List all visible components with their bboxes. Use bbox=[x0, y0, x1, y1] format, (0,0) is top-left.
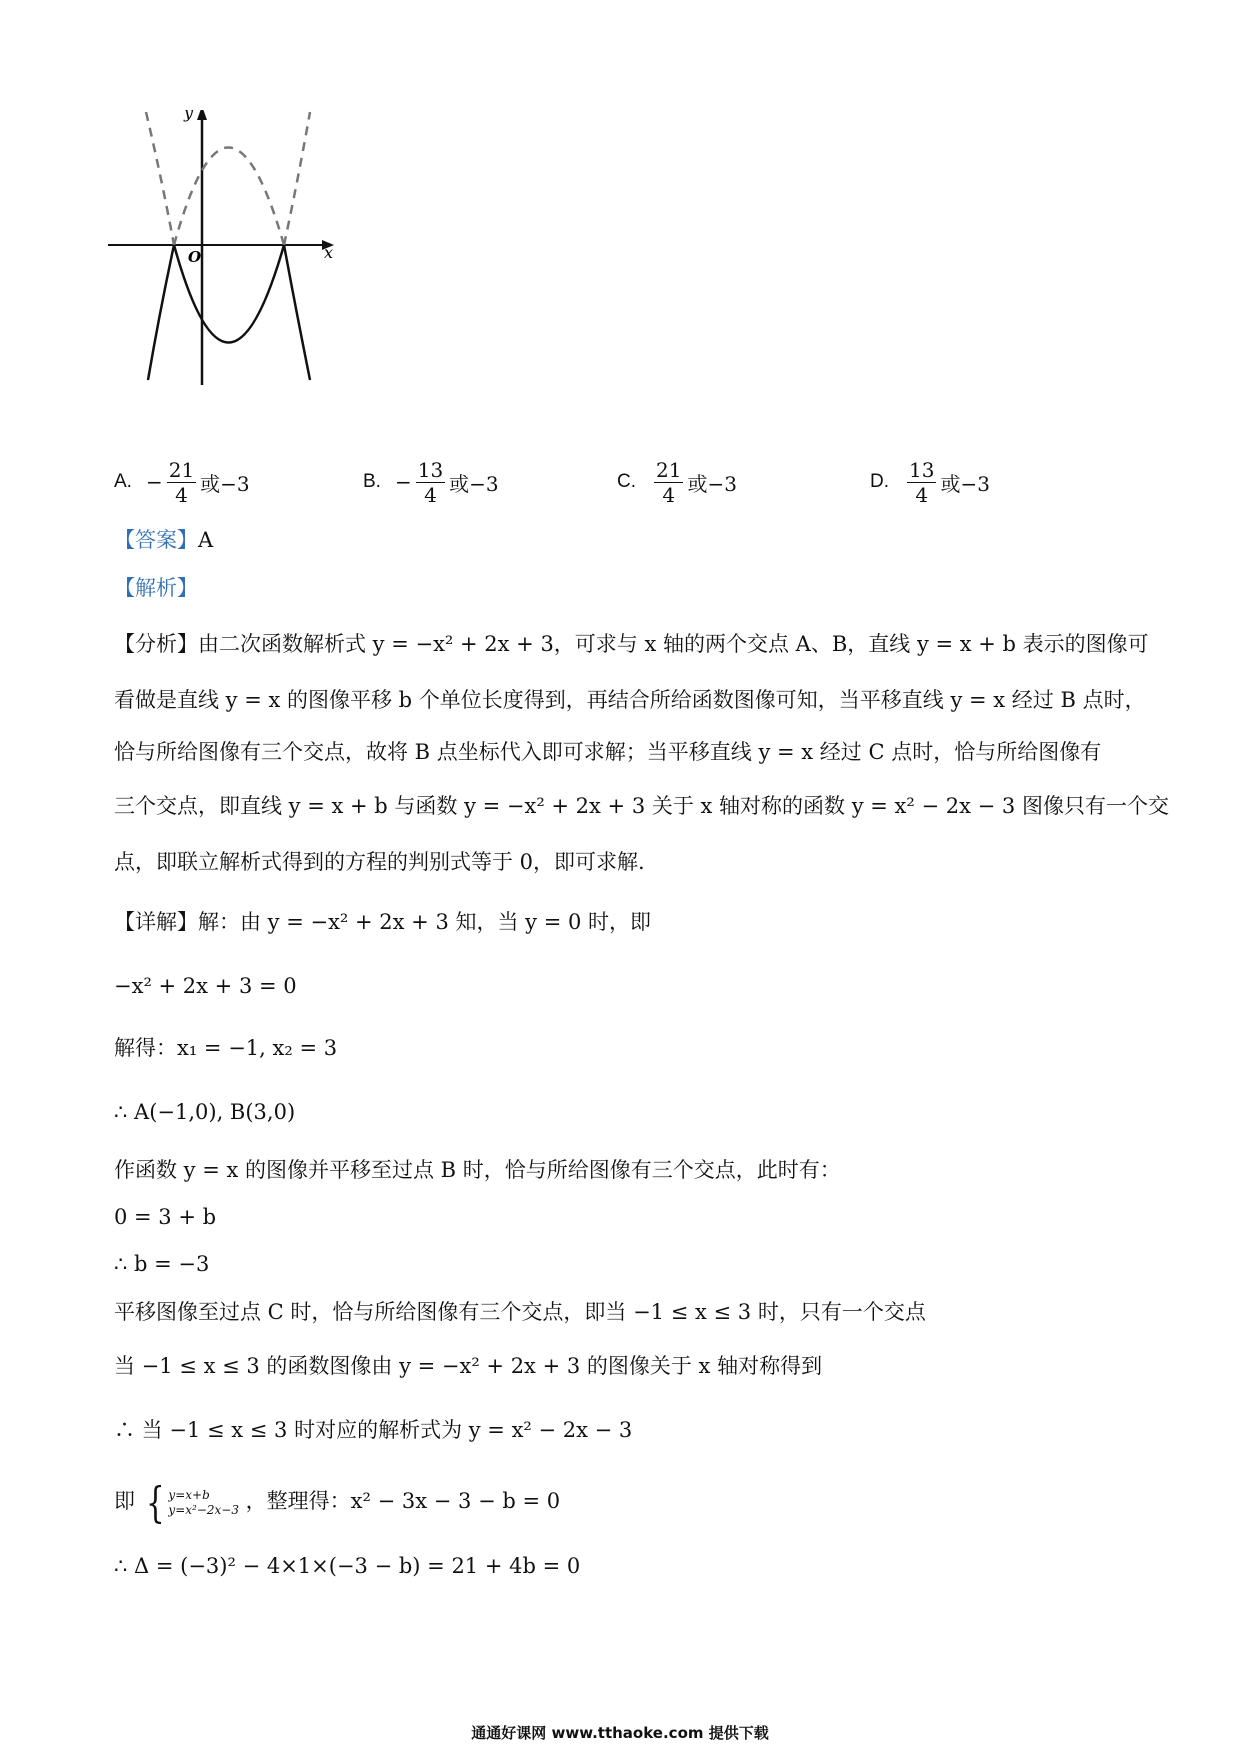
detail-tag: 【详解】 bbox=[114, 910, 198, 934]
numerator: 21 bbox=[656, 457, 682, 482]
analysis-line-4: 三个交点，即直线 y = x + b 与函数 y = −x² + 2x + 3 关于 x 轴对称的函数 y = x² − 2x − 3 图像只有一个交 bbox=[114, 794, 1169, 818]
detail-line-5: 作函数 y = x 的图像并平移至过点 B 时，恰与所给图像有三个交点，此时有： bbox=[114, 1158, 841, 1182]
system-eq-1: y=x+b bbox=[168, 1487, 210, 1502]
page-footer: 通通好课网 www.tthaoke.com 提供下载 bbox=[471, 1724, 769, 1742]
solid-left-arm bbox=[148, 245, 174, 380]
system-eq-2: y=x²−2x−3 bbox=[168, 1502, 239, 1517]
equation-system bbox=[142, 1477, 239, 1527]
option-tail: 或−3 bbox=[449, 471, 499, 496]
denominator: 4 bbox=[424, 482, 437, 507]
option-label: D. bbox=[870, 471, 889, 492]
analysis-heading bbox=[114, 574, 198, 602]
function-graph bbox=[108, 110, 388, 435]
numerator: 13 bbox=[909, 457, 935, 482]
option-fraction bbox=[907, 458, 936, 507]
option-b bbox=[363, 452, 499, 512]
detail-text: 解：由 y = −x² + 2x + 3 知，当 y = 0 时，即 bbox=[198, 910, 651, 934]
detail-line-11 bbox=[114, 1477, 561, 1527]
numerator: 13 bbox=[417, 457, 444, 482]
analysis-line-1 bbox=[114, 630, 1149, 658]
y-axis-arrow bbox=[197, 110, 207, 120]
option-fraction bbox=[167, 458, 196, 507]
option-tail: 或−3 bbox=[940, 471, 990, 496]
detail-line-6: 0 = 3 + b bbox=[114, 1205, 217, 1229]
system-prefix: 即 bbox=[114, 1489, 135, 1513]
option-tail: 或−3 bbox=[687, 471, 737, 496]
option-sign: − bbox=[394, 470, 412, 494]
option-label: B. bbox=[363, 471, 381, 492]
x-axis-label: x bbox=[324, 243, 334, 262]
dashed-parabola-left-arm bbox=[146, 112, 174, 245]
detail-line-8: 平移图像至过点 C 时，恰与所给图像有三个交点，即当 −1 ≤ x ≤ 3 时，只有一个交点 bbox=[114, 1300, 926, 1324]
option-d bbox=[870, 452, 990, 512]
analysis-tag: 【解析】 bbox=[114, 576, 198, 600]
denominator: 4 bbox=[915, 482, 929, 507]
option-c bbox=[617, 452, 737, 512]
detail-line-1 bbox=[114, 908, 651, 936]
denominator: 4 bbox=[662, 482, 676, 507]
detail-line-2: −x² + 2x + 3 = 0 bbox=[114, 974, 297, 998]
origin-label: O bbox=[188, 248, 202, 266]
system-suffix: ，整理得：x² − 3x − 3 − b = 0 bbox=[245, 1489, 561, 1513]
answer-tag: 【答案】 bbox=[114, 528, 198, 552]
dashed-parabola-right-arm bbox=[284, 112, 310, 245]
detail-line-10: ∴ 当 −1 ≤ x ≤ 3 时对应的解析式为 y = x² − 2x − 3 bbox=[114, 1418, 633, 1442]
option-sign: − bbox=[145, 470, 163, 494]
detail-line-12: ∴ Δ = (−3)² − 4×1×(−3 − b) = 21 + 4b = 0 bbox=[114, 1554, 581, 1578]
y-axis-label: y bbox=[184, 110, 194, 122]
analysis-line-3: 恰与所给图像有三个交点，故将 B 点坐标代入即可求解；当平移直线 y = x 经过 C 点时，恰与所给图像有 bbox=[114, 740, 1102, 764]
dashed-parabola-arch bbox=[174, 148, 284, 246]
solid-right-arm bbox=[284, 245, 310, 380]
detail-line-4: ∴ A(−1,0), B(3,0) bbox=[114, 1100, 296, 1124]
denominator: 4 bbox=[175, 482, 188, 507]
answer-value: A bbox=[198, 528, 214, 552]
answer-line bbox=[114, 526, 213, 554]
option-fraction bbox=[416, 458, 445, 507]
analysis-line-5: 点，即联立解析式得到的方程的判别式等于 0，即可求解. bbox=[114, 850, 645, 874]
brace-symbol: { bbox=[145, 1477, 165, 1527]
detail-line-3: 解得：x₁ = −1, x₂ = 3 bbox=[114, 1036, 338, 1060]
option-label: C. bbox=[617, 471, 636, 492]
option-a bbox=[114, 452, 250, 512]
analysis-line-2: 看做是直线 y = x 的图像平移 b 个单位长度得到，再结合所给函数图像可知，当平移直线 y = x 经过 B 点时， bbox=[114, 688, 1146, 712]
numerator: 21 bbox=[168, 457, 195, 482]
analysis-text: 由二次函数解析式 y = −x² + 2x + 3，可求与 x 轴的两个交点 A、B，直线 y = x + b 表示的图像可 bbox=[198, 632, 1149, 656]
option-label: A. bbox=[114, 471, 132, 492]
option-fraction bbox=[654, 458, 683, 507]
detail-line-9: 当 −1 ≤ x ≤ 3 的函数图像由 y = −x² + 2x + 3 的图像关于 x 轴对称得到 bbox=[114, 1354, 823, 1378]
analysis-sub-tag: 【分析】 bbox=[114, 632, 198, 656]
detail-line-7: ∴ b = −3 bbox=[114, 1252, 210, 1276]
option-tail: 或−3 bbox=[200, 471, 250, 496]
